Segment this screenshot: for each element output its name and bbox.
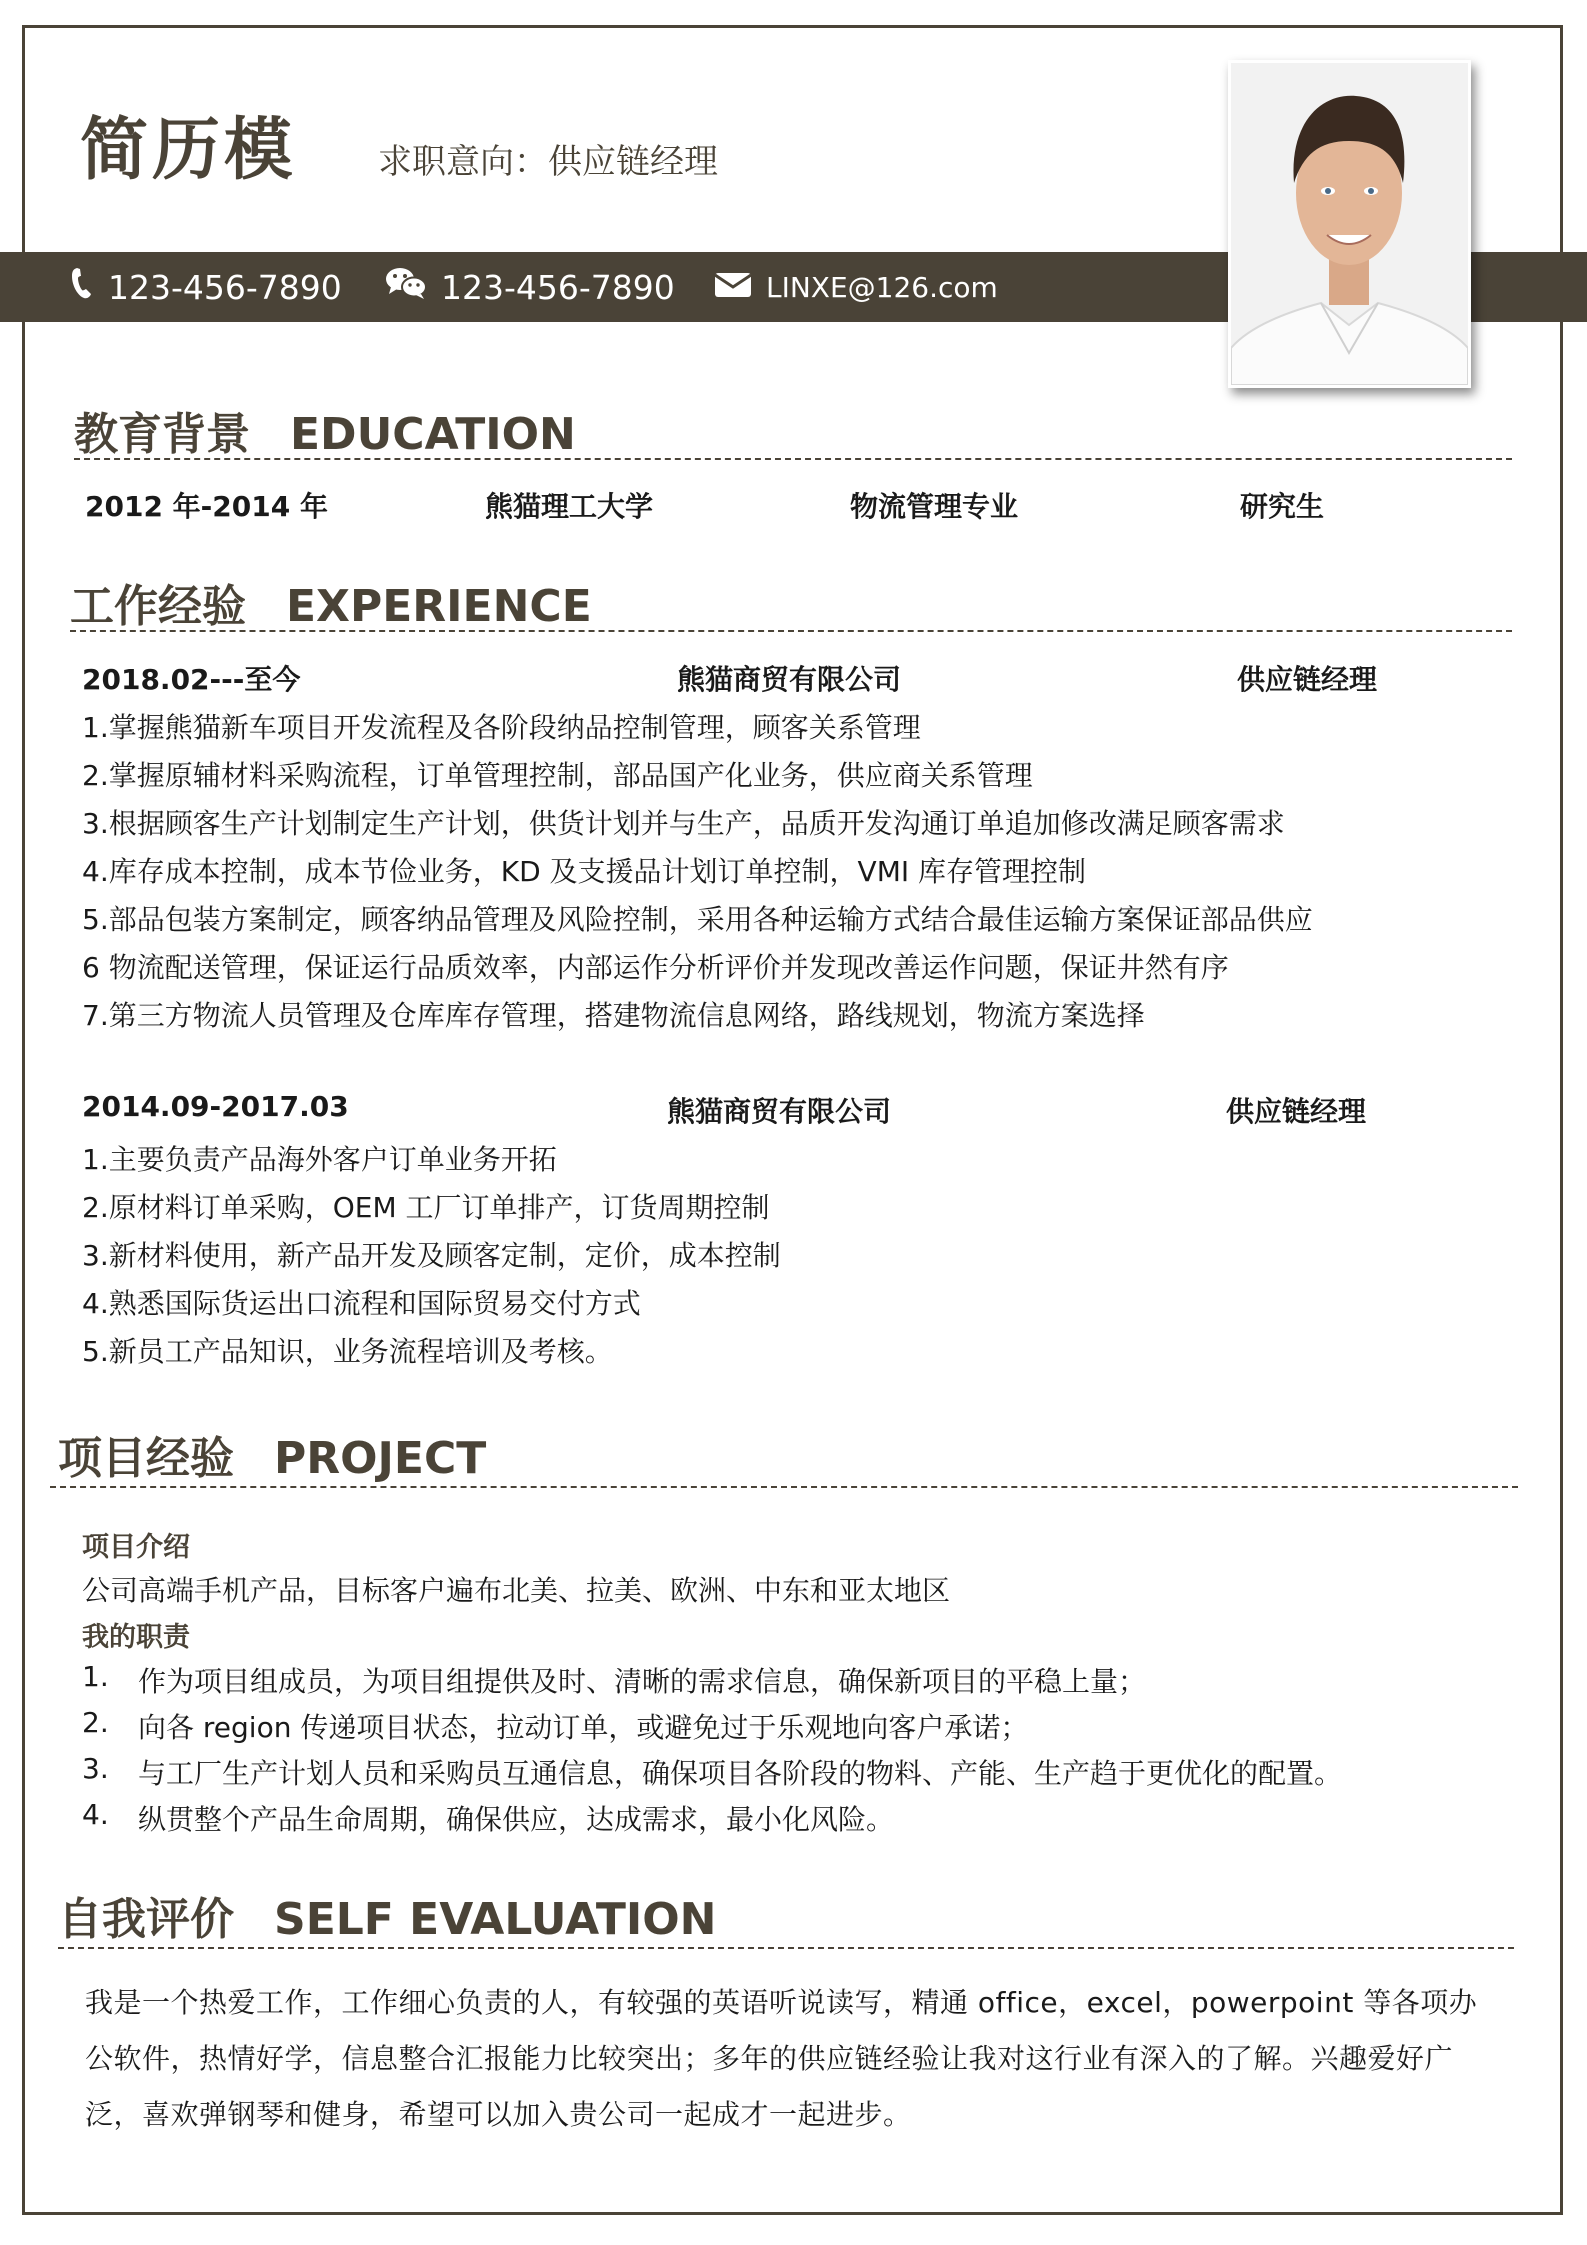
contact-phone: [70, 252, 342, 322]
resume-title: 简历模: [80, 111, 297, 190]
section-experience-title: [70, 570, 592, 634]
section-project-title: [58, 1422, 486, 1486]
email-address: LINXE@126.com: [766, 270, 998, 304]
self-evaluation-text: 我是一个热爱工作，工作细心负责的人，有较强的英语听说读写，精通 office，excel，powerpoint 等各项办公软件，热情好学，信息整合汇报能力比较突出；多年的供应链经验让我对这行业有深入的了解。兴趣爱好广泛，喜欢弹钢琴和健身，希望可以加入贵公司一起成才一起进步。: [85, 1986, 1478, 2131]
job1-duty: 6 物流配送管理，保证运行品质效率，内部运作分析评价并发现改善运作问题，保证井然有序: [82, 951, 1229, 984]
job1-duty: 5.部品包装方案制定，顾客纳品管理及风险控制，采用各种运输方式结合最佳运输方案保证部品供应: [82, 903, 1313, 936]
job1-duty: 3.根据顾客生产计划制定生产计划，供货计划并与生产，品质开发沟通订单追加修改满足顾客需求: [82, 807, 1285, 840]
project-duty-number: 4.: [82, 1798, 109, 1831]
education-school: 熊猫理工大学: [485, 490, 654, 523]
project-duty-text: 纵贯整个产品生命周期，确保供应，达成需求，最小化风险。: [138, 1803, 895, 1836]
mail-icon: [714, 270, 752, 305]
contact-wechat: [385, 252, 675, 322]
experience-title-en: EXPERIENCE: [286, 581, 592, 632]
project-intro-label: 项目介绍: [82, 1532, 190, 1563]
project-duty-number: 3.: [82, 1752, 109, 1785]
job2-company: 熊猫商贸有限公司: [667, 1095, 892, 1128]
project-title-en: PROJECT: [274, 1433, 487, 1484]
job2-period: 2014.09-2017.03: [82, 1090, 349, 1123]
wechat-icon: [385, 266, 427, 308]
job2-duty: 4.熟悉国际货运出口流程和国际贸易交付方式: [82, 1287, 641, 1320]
job1-position: 供应链经理: [1237, 663, 1378, 696]
section-education-title: [74, 398, 576, 462]
project-duty-text: 与工厂生产计划人员和采购员互通信息，确保项目各阶段的物料、产能、生产趋于更优化的配置。: [138, 1757, 1343, 1790]
self-evaluation-title-cn: 自我评价: [58, 1894, 234, 1945]
self-evaluation-title-en: SELF EVALUATION: [274, 1894, 717, 1945]
project-duty-number: 2.: [82, 1706, 109, 1739]
job1-duty: 4.库存成本控制，成本节俭业务，KD 及支援品计划订单控制，VMI 库存管理控制: [82, 855, 1087, 888]
job2-duty: 2.原材料订单采购，OEM 工厂订单排产，订货周期控制: [82, 1191, 770, 1224]
self-evaluation-divider: [58, 1947, 1514, 1949]
education-divider: [74, 458, 1512, 460]
project-duty-text: 作为项目组成员，为项目组提供及时、清晰的需求信息，确保新项目的平稳上量；: [138, 1665, 1147, 1698]
job2-duty: 3.新材料使用，新产品开发及顾客定制，定价，成本控制: [82, 1239, 781, 1272]
job2-duty: 5.新员工产品知识，业务流程培训及考核。: [82, 1335, 613, 1368]
project-duty-text: 向各 region 传递项目状态，拉动订单，或避免过于乐观地向客户承诺；: [138, 1711, 1029, 1744]
job1-company: 熊猫商贸有限公司: [677, 663, 902, 696]
education-title-en: EDUCATION: [290, 409, 576, 460]
project-divider: [50, 1486, 1518, 1488]
project-intro-text: 公司高端手机产品，目标客户遍布北美、拉美、欧洲、中东和亚太地区: [82, 1574, 951, 1607]
phone-icon: [70, 266, 94, 308]
phone-number: 123-456-7890: [108, 267, 342, 307]
job1-duty: 1.掌握熊猫新车项目开发流程及各阶段纳品控制管理，顾客关系管理: [82, 711, 921, 744]
job-intent: 求职意向：供应链经理: [378, 142, 718, 182]
profile-photo: [1228, 60, 1471, 388]
education-degree: 研究生: [1240, 490, 1325, 523]
project-duty-number: 1.: [82, 1660, 109, 1693]
job1-duty: 7.第三方物流人员管理及仓库库存管理，搭建物流信息网络，路线规划，物流方案选择: [82, 999, 1145, 1032]
job1-duty: 2.掌握原辅材料采购流程，订单管理控制，部品国产化业务，供应商关系管理: [82, 759, 1033, 792]
job1-period: 2018.02---至今: [82, 663, 301, 696]
wechat-number: 123-456-7890: [441, 267, 675, 307]
job2-duty: 1.主要负责产品海外客户订单业务开拓: [82, 1143, 557, 1176]
section-self-evaluation-title: [58, 1883, 716, 1947]
project-title-cn: 项目经验: [58, 1433, 234, 1484]
experience-divider: [70, 630, 1512, 632]
project-duty-label: 我的职责: [82, 1622, 190, 1653]
job2-position: 供应链经理: [1226, 1095, 1367, 1128]
education-major: 物流管理专业: [850, 490, 1019, 523]
experience-title-cn: 工作经验: [70, 581, 246, 632]
contact-email: [714, 252, 998, 322]
education-title-cn: 教育背景: [74, 409, 250, 460]
education-period: 2012 年-2014 年: [85, 490, 328, 523]
